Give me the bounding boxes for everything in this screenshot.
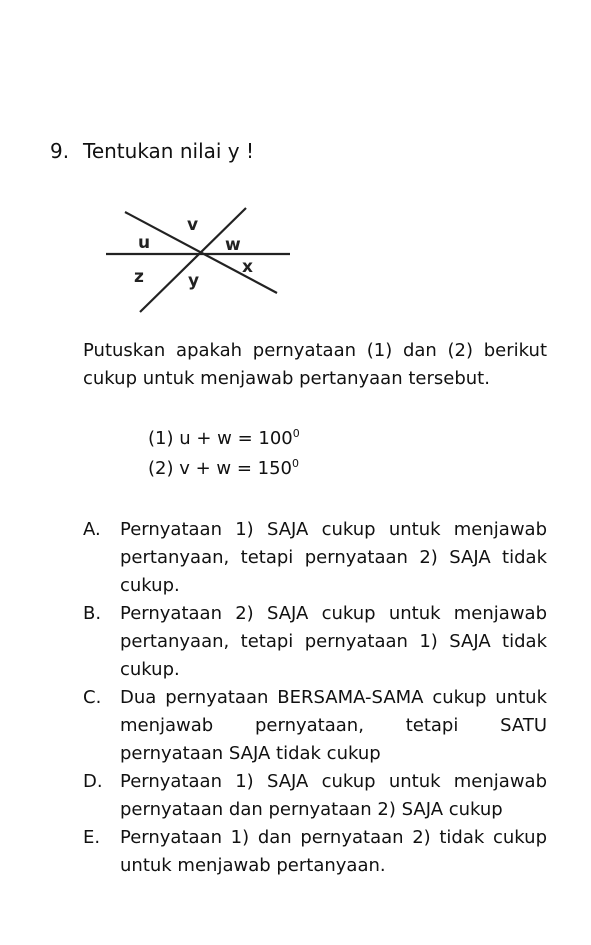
statement-list bbox=[148, 424, 300, 484]
answer-options bbox=[83, 516, 547, 880]
instruction-text: Putuskan apakah pernyataan (1) dan (2) berikut cukup untuk menjawab pertanyaan tersebut. bbox=[83, 340, 547, 389]
option-c[interactable] bbox=[83, 684, 547, 768]
label-x: x bbox=[242, 257, 253, 277]
statement-2-degree: 0 bbox=[292, 457, 299, 470]
option-text: Pernyataan 2) SAJA cukup untuk menjawab pertanyaan, tetapi pernyataan 1) SAJA tidak cukup. bbox=[120, 603, 547, 680]
question-number: 9. bbox=[50, 139, 70, 163]
statement-2 bbox=[148, 454, 300, 484]
label-y: y bbox=[188, 271, 200, 291]
statement-2-text: (2) v + w = 150 bbox=[148, 458, 292, 479]
statement-1-text: (1) u + w = 100 bbox=[148, 428, 293, 449]
angle-figure bbox=[100, 200, 300, 320]
option-letter: D. bbox=[83, 771, 103, 792]
option-a[interactable] bbox=[83, 516, 547, 600]
option-b[interactable] bbox=[83, 600, 547, 684]
label-u: u bbox=[138, 233, 151, 253]
question-title: Tentukan nilai y ! bbox=[83, 139, 255, 163]
label-w: w bbox=[225, 235, 241, 255]
option-d[interactable] bbox=[83, 768, 547, 824]
option-text: Pernyataan 1) SAJA cukup untuk menjawab pertanyaan, tetapi pernyataan 2) SAJA tidak cukup. bbox=[120, 519, 547, 596]
statement-1 bbox=[148, 424, 300, 454]
option-text: Dua pernyataan BERSAMA-SAMA cukup untuk menjawab pernyataan, tetapi SATU pernyataan SAJA tidak cukup bbox=[120, 687, 547, 764]
option-letter: B. bbox=[83, 603, 102, 624]
label-v: v bbox=[187, 215, 199, 235]
option-e[interactable] bbox=[83, 824, 547, 880]
label-z: z bbox=[134, 267, 144, 287]
option-text: Pernyataan 1) dan pernyataan 2) tidak cukup untuk menjawab pertanyaan. bbox=[120, 827, 547, 876]
option-letter: C. bbox=[83, 687, 102, 708]
statement-1-degree: 0 bbox=[292, 427, 300, 440]
option-letter: E. bbox=[83, 827, 101, 848]
option-text: Pernyataan 1) SAJA cukup untuk menjawab pernyataan dan pernyataan 2) SAJA cukup bbox=[120, 771, 547, 820]
option-letter: A. bbox=[83, 519, 101, 540]
